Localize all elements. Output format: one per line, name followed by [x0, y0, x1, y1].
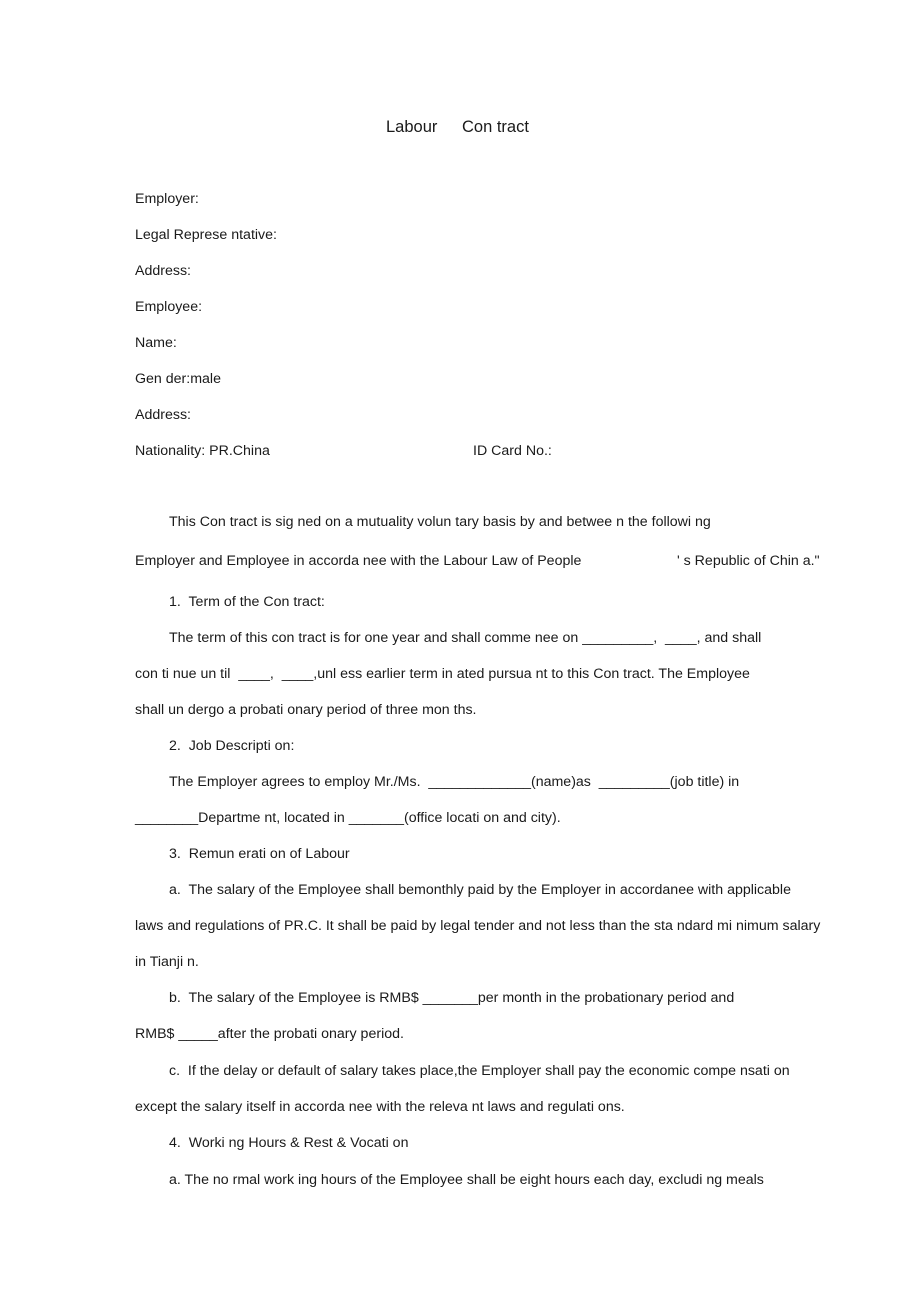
field-employee: Employee:: [135, 299, 203, 315]
section-3c-line-1: c. If the delay or default of salary takes place,the Employer shall pay the economic compe nsati on: [169, 1063, 790, 1079]
section-3a-line-1: a. The salary of the Employee shall bemonthly paid by the Employer in accordanee with applicable: [169, 882, 791, 898]
intro-line-2a: Employer and Employee in accorda nee with the Labour Law of People: [135, 553, 582, 569]
field-nationality: Nationality: PR.China: [135, 443, 270, 459]
field-employee-address: Address:: [135, 407, 191, 423]
intro-line-1: This Con tract is sig ned on a mutuality volun tary basis by and betwee n the followi ng: [169, 514, 711, 530]
field-employer: Employer:: [135, 191, 199, 207]
field-employer-address: Address:: [135, 263, 191, 279]
section-1-line-1: The term of this con tract is for one year and shall comme nee on _________, ____, and shall: [169, 630, 762, 646]
section-1-line-3: shall un dergo a probati onary period of three mon ths.: [135, 702, 477, 718]
section-4-heading: 4. Worki ng Hours & Rest & Vocati on: [169, 1135, 409, 1151]
section-2-line-1: The Employer agrees to employ Mr./Ms. _____________(name)as _________(job title) in: [169, 774, 740, 790]
section-3b-line-2: RMB$ _____after the probati onary period.: [135, 1026, 404, 1042]
section-3-heading: 3. Remun erati on of Labour: [169, 846, 350, 862]
field-legal-representative: Legal Represe ntative:: [135, 227, 277, 243]
section-3a-line-2: laws and regulations of PR.C. It shall be paid by legal tender and not less than the sta ndard mi nimum salary: [135, 918, 821, 934]
title-contract: Con tract: [462, 118, 529, 136]
intro-line-2b: ' s Republic of Chin a.": [677, 553, 820, 569]
field-id-card: ID Card No.:: [473, 443, 552, 459]
section-3a-line-3: in Tianji n.: [135, 954, 199, 970]
section-4a-line-1: a. The no rmal work ing hours of the Employee shall be eight hours each day, excludi ng meals: [169, 1172, 764, 1188]
title-labour: Labour: [386, 118, 438, 136]
field-name: Name:: [135, 335, 177, 351]
field-gender: Gen der:male: [135, 371, 221, 387]
section-2-line-2: ________Departme nt, located in _______(office locati on and city).: [135, 810, 561, 826]
section-2-heading: 2. Job Descripti on:: [169, 738, 295, 754]
section-1-line-2: con ti nue un til ____, ____,unl ess earlier term in ated pursua nt to this Con tract. The Employee: [135, 666, 750, 682]
section-3b-line-1: b. The salary of the Employee is RMB$ _______per month in the probationary period and: [169, 990, 735, 1006]
section-3c-line-2: except the salary itself in accorda nee with the releva nt laws and regulati ons.: [135, 1099, 625, 1115]
section-1-heading: 1. Term of the Con tract:: [169, 594, 325, 610]
